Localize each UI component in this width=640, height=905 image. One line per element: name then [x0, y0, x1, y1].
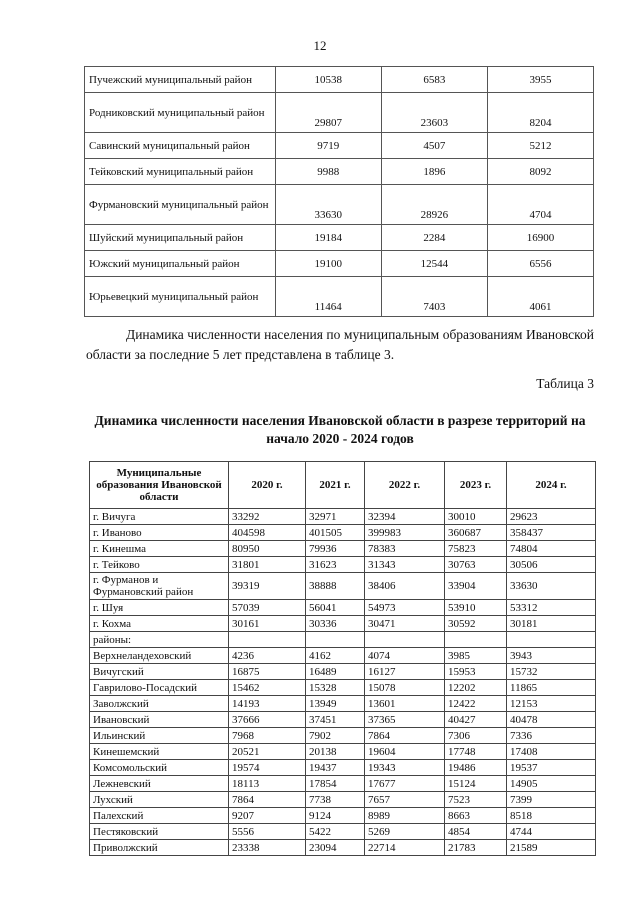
value-cell: 9988 [275, 159, 381, 185]
population-cell: 7968 [229, 728, 306, 744]
population-cell: 19574 [229, 760, 306, 776]
population-cell: 7864 [229, 792, 306, 808]
table-row [90, 728, 596, 744]
population-cell: 19537 [507, 760, 596, 776]
population-cell: 17748 [445, 744, 507, 760]
population-cell: 37365 [365, 712, 445, 728]
district-name: Тейковский муниципальный район [85, 159, 276, 185]
population-cell: 17408 [507, 744, 596, 760]
population-cell: 13949 [306, 696, 365, 712]
population-cell: 5269 [365, 824, 445, 840]
table-row [90, 760, 596, 776]
table-row [90, 664, 596, 680]
table-row [90, 824, 596, 840]
table-row [85, 225, 594, 251]
population-cell: 360687 [445, 525, 507, 541]
population-cell: 31623 [306, 557, 365, 573]
population-cell: 12153 [507, 696, 596, 712]
population-cell: 30010 [445, 509, 507, 525]
population-cell: 15462 [229, 680, 306, 696]
municipality-name: Лухский [90, 792, 229, 808]
value-cell: 4507 [381, 133, 487, 159]
population-cell: 4236 [229, 648, 306, 664]
population-cell: 30336 [306, 616, 365, 632]
population-cell: 37666 [229, 712, 306, 728]
population-cell: 404598 [229, 525, 306, 541]
population-cell [229, 632, 306, 648]
value-cell: 12544 [381, 251, 487, 277]
population-cell: 40478 [507, 712, 596, 728]
table-row [90, 509, 596, 525]
value-cell: 5212 [487, 133, 593, 159]
population-cell: 4854 [445, 824, 507, 840]
header-2021: 2021 г. [306, 462, 365, 509]
population-cell: 19604 [365, 744, 445, 760]
intro-paragraph [86, 325, 594, 365]
population-cell: 53312 [507, 600, 596, 616]
population-cell: 401505 [306, 525, 365, 541]
population-cell: 7902 [306, 728, 365, 744]
table-row [85, 251, 594, 277]
population-cell [445, 632, 507, 648]
district-name: Шуйский муниципальный район [85, 225, 276, 251]
population-cell: 37451 [306, 712, 365, 728]
value-cell: 2284 [381, 225, 487, 251]
district-name: Фурмановский муниципальный район [85, 185, 276, 225]
population-cell: 14193 [229, 696, 306, 712]
value-cell: 7403 [381, 277, 487, 317]
municipality-name: г. Шуя [90, 600, 229, 616]
population-cell: 7399 [507, 792, 596, 808]
population-cell: 18113 [229, 776, 306, 792]
value-cell: 6583 [381, 67, 487, 93]
population-cell: 19437 [306, 760, 365, 776]
population-cell: 38406 [365, 573, 445, 600]
header-2022: 2022 г. [365, 462, 445, 509]
value-cell: 4061 [487, 277, 593, 317]
table-row [90, 557, 596, 573]
population-cell: 17854 [306, 776, 365, 792]
population-cell: 9124 [306, 808, 365, 824]
population-cell: 33292 [229, 509, 306, 525]
value-cell: 8092 [487, 159, 593, 185]
population-cell: 32971 [306, 509, 365, 525]
table-row [90, 680, 596, 696]
population-cell: 33630 [507, 573, 596, 600]
municipality-name: Заволжский [90, 696, 229, 712]
population-cell: 14905 [507, 776, 596, 792]
table-row [85, 185, 594, 225]
population-cell: 31343 [365, 557, 445, 573]
value-cell: 6556 [487, 251, 593, 277]
value-cell: 8204 [487, 93, 593, 133]
table-3-header-row [90, 462, 596, 509]
district-name: Южский муниципальный район [85, 251, 276, 277]
population-cell: 79936 [306, 541, 365, 557]
table-3 [89, 461, 596, 856]
population-cell: 23094 [306, 840, 365, 856]
table-2-continued [84, 66, 594, 317]
value-cell: 3955 [487, 67, 593, 93]
population-cell: 8663 [445, 808, 507, 824]
population-cell: 399983 [365, 525, 445, 541]
population-cell: 7738 [306, 792, 365, 808]
population-cell [306, 632, 365, 648]
population-cell: 5556 [229, 824, 306, 840]
table-row [90, 744, 596, 760]
population-cell: 22714 [365, 840, 445, 856]
population-cell: 4074 [365, 648, 445, 664]
municipality-name: Вичугский [90, 664, 229, 680]
municipality-name: г. Иваново [90, 525, 229, 541]
population-cell: 7306 [445, 728, 507, 744]
population-cell: 30763 [445, 557, 507, 573]
value-cell: 4704 [487, 185, 593, 225]
population-cell: 31801 [229, 557, 306, 573]
table-row [85, 67, 594, 93]
population-cell: 4162 [306, 648, 365, 664]
population-cell: 19486 [445, 760, 507, 776]
value-cell: 9719 [275, 133, 381, 159]
population-cell: 9207 [229, 808, 306, 824]
population-cell: 16875 [229, 664, 306, 680]
table-row [90, 712, 596, 728]
header-municipalities: Муниципальные образования Ивановской области [90, 462, 229, 509]
table-row [90, 541, 596, 557]
municipality-name: Верхнеландеховский [90, 648, 229, 664]
population-cell: 74804 [507, 541, 596, 557]
population-cell: 8518 [507, 808, 596, 824]
value-cell: 28926 [381, 185, 487, 225]
municipality-name: Лежневский [90, 776, 229, 792]
population-cell [507, 632, 596, 648]
header-2023: 2023 г. [445, 462, 507, 509]
municipality-name: г. Кохма [90, 616, 229, 632]
population-cell: 15953 [445, 664, 507, 680]
population-cell: 11865 [507, 680, 596, 696]
population-cell: 21589 [507, 840, 596, 856]
table-row [90, 573, 596, 600]
population-cell: 38888 [306, 573, 365, 600]
population-cell: 19343 [365, 760, 445, 776]
population-cell: 7657 [365, 792, 445, 808]
value-cell: 16900 [487, 225, 593, 251]
population-cell: 40427 [445, 712, 507, 728]
municipality-name: г. Тейково [90, 557, 229, 573]
population-cell: 15328 [306, 680, 365, 696]
population-cell: 13601 [365, 696, 445, 712]
intro-paragraph-text: Динамика численности населения по муниципальным образованиям Ивановской области за последние 5 лет представлена в таблице 3. [86, 327, 594, 362]
population-cell: 4744 [507, 824, 596, 840]
population-cell: 7336 [507, 728, 596, 744]
population-cell: 78383 [365, 541, 445, 557]
population-cell: 15078 [365, 680, 445, 696]
value-cell: 23603 [381, 93, 487, 133]
header-2024: 2024 г. [507, 462, 596, 509]
population-cell: 20521 [229, 744, 306, 760]
table-row [90, 600, 596, 616]
table-row [85, 133, 594, 159]
table-row [90, 696, 596, 712]
value-cell: 19184 [275, 225, 381, 251]
population-cell: 30161 [229, 616, 306, 632]
table-row [90, 840, 596, 856]
population-cell [365, 632, 445, 648]
population-cell: 8989 [365, 808, 445, 824]
population-cell: 39319 [229, 573, 306, 600]
population-cell: 54973 [365, 600, 445, 616]
population-cell: 7523 [445, 792, 507, 808]
district-name: Юрьевецкий муниципальный район [85, 277, 276, 317]
municipality-name: Палехский [90, 808, 229, 824]
population-cell: 3985 [445, 648, 507, 664]
table-row [90, 616, 596, 632]
municipality-name: Пестяковский [90, 824, 229, 840]
population-cell: 3943 [507, 648, 596, 664]
value-cell: 33630 [275, 185, 381, 225]
population-cell: 30181 [507, 616, 596, 632]
population-cell: 16127 [365, 664, 445, 680]
municipality-name: районы: [90, 632, 229, 648]
value-cell: 11464 [275, 277, 381, 317]
value-cell: 19100 [275, 251, 381, 277]
population-cell: 5422 [306, 824, 365, 840]
table-row [90, 808, 596, 824]
population-cell: 30592 [445, 616, 507, 632]
population-cell: 15732 [507, 664, 596, 680]
district-name: Родниковский муниципальный район [85, 93, 276, 133]
value-cell: 1896 [381, 159, 487, 185]
table-row [85, 159, 594, 185]
table-row [85, 277, 594, 317]
district-name: Савинский муниципальный район [85, 133, 276, 159]
municipality-name: Ивановский [90, 712, 229, 728]
population-cell: 57039 [229, 600, 306, 616]
municipality-name: Кинешемский [90, 744, 229, 760]
population-cell: 358437 [507, 525, 596, 541]
table-row [90, 525, 596, 541]
table-row [85, 93, 594, 133]
table-row [90, 776, 596, 792]
municipality-name: Гаврилово-Посадский [90, 680, 229, 696]
population-cell: 30471 [365, 616, 445, 632]
municipality-name: Комсомольский [90, 760, 229, 776]
population-cell: 75823 [445, 541, 507, 557]
population-cell: 15124 [445, 776, 507, 792]
population-cell: 23338 [229, 840, 306, 856]
municipality-name: Ильинский [90, 728, 229, 744]
population-cell: 7864 [365, 728, 445, 744]
municipality-name: г. Кинешма [90, 541, 229, 557]
municipality-name: г. Фурманов и Фурмановский район [90, 573, 229, 600]
population-cell: 20138 [306, 744, 365, 760]
population-cell: 16489 [306, 664, 365, 680]
municipality-name: г. Вичуга [90, 509, 229, 525]
population-cell: 53910 [445, 600, 507, 616]
page-number: 12 [313, 38, 327, 53]
district-name: Пучежский муниципальный район [85, 67, 276, 93]
population-cell: 33904 [445, 573, 507, 600]
population-cell: 30506 [507, 557, 596, 573]
municipality-name: Приволжский [90, 840, 229, 856]
table-row [90, 648, 596, 664]
population-cell: 32394 [365, 509, 445, 525]
value-cell: 29807 [275, 93, 381, 133]
table-3-label: Таблица 3 [536, 376, 594, 391]
table-3-title: Динамика численности населения Ивановской области в разрезе территорий на начало 2020 - 2024 годов [94, 413, 586, 446]
population-cell: 29623 [507, 509, 596, 525]
population-cell: 12202 [445, 680, 507, 696]
table-row [90, 632, 596, 648]
table-row [90, 792, 596, 808]
population-cell: 56041 [306, 600, 365, 616]
value-cell: 10538 [275, 67, 381, 93]
population-cell: 17677 [365, 776, 445, 792]
header-2020: 2020 г. [229, 462, 306, 509]
population-cell: 80950 [229, 541, 306, 557]
population-cell: 21783 [445, 840, 507, 856]
population-cell: 12422 [445, 696, 507, 712]
